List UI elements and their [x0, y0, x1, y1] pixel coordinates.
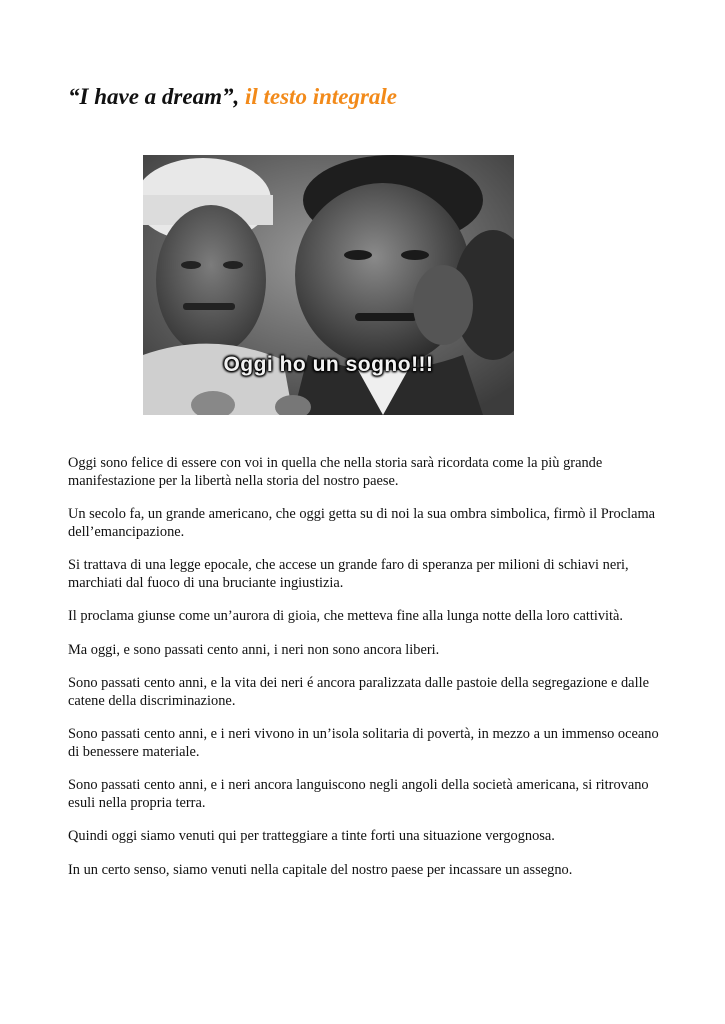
paragraph: Si trattava di una legge epocale, che accese un grande faro di speranza per milioni di schiavi neri, marchiati dal fuoco di una bruciante ingiustizia. [68, 557, 629, 591]
title-accent: il testo integrale [244, 84, 398, 109]
paragraph: Quindi oggi siamo venuti qui per tratteggiare a tinte forti una situazione vergognosa. [68, 828, 555, 844]
paragraph: Sono passati cento anni, e i neri vivono in un’isola solitaria di povertà, in mezzo a un immenso oceano di benessere materiale. [68, 726, 659, 760]
paragraph: Ma oggi, e sono passati cento anni, i neri non sono ancora liberi. [68, 641, 440, 658]
photo-caption: Oggi ho un sogno!!! [223, 353, 434, 376]
paragraph: In un certo senso, siamo venuti nella capitale del nostro paese per incassare un assegno. [68, 861, 573, 878]
paragraph: Sono passati cento anni, e i neri ancora languiscono negli angoli della società americana, si ritrovano esuli nella propria terra. [68, 777, 649, 811]
title-main: “I have a dream”, [68, 84, 245, 109]
paragraph: Sono passati cento anni, e la vita dei neri é ancora paralizzata dalle pastoie della segregazione e dalle catene della discriminazione. [68, 675, 649, 709]
speech-text [68, 455, 668, 895]
paragraph: Il proclama giunse come un’aurora di gioia, che metteva fine alla lunga notte della loro cattività. [68, 608, 624, 624]
paragraph: Oggi sono felice di essere con voi in quella che nella storia sarà ricordata come la più grande manifestazione per la libertà nella storia del nostro paese. [68, 455, 603, 489]
page-title [68, 84, 397, 110]
paragraph: Un secolo fa, un grande americano, che oggi getta su di noi la sua ombra simbolica, firmò il Proclama dell’emancipazione. [68, 506, 656, 540]
speech-photo [143, 155, 514, 415]
